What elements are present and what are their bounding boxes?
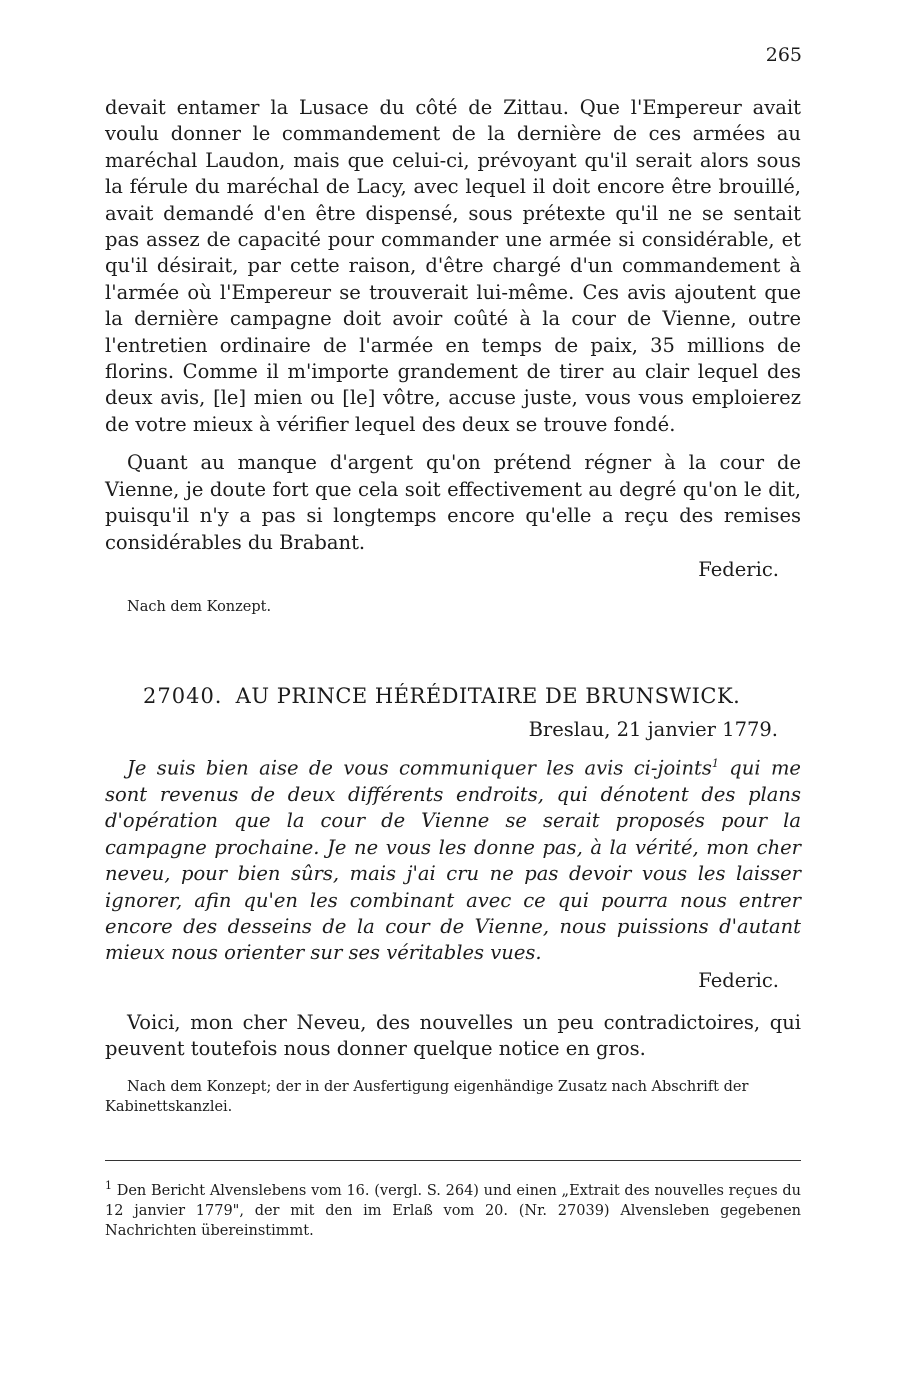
continuation-text: [105, 95, 801, 617]
paragraph: devait entamer la Lusace du côté de Zittau. Que l'Empereur avait voulu donner le commandement de la dernière de ces armées au maréchal Laudon, mais que celui-ci, prévoyant qu'il serait alors sous la férule du maréchal de Lacy, avec lequel il doit encore être brouillé, avait demandé d'en être dispensé, sous prétexte qu'il ne se sentait pas assez de capacité pour commander une armée si considérable, et qu'il désirait, par cette raison, d'être chargé d'un commandement à l'armée où l'Empereur se trouverait lui-même. Ces avis ajoutent que la dernière campagne doit avoir coûté à la cour de Vienne, outre l'entretien ordinaire de l'armée en temps de paix, 35 millions de florins. Comme il m'importe grandement de tirer au clair lequel des deux avis, [le] mien ou [le] vôtre, accuse juste, vous vous emploierez de votre mieux à vérifier lequel des deux se trouve fondé.: [105, 96, 801, 436]
footnote-marker: 1: [105, 1179, 112, 1192]
paragraph: [105, 751, 801, 967]
footnote-divider: [105, 1160, 801, 1161]
footnote-text: Den Bericht Alvenslebens vom 16. (vergl. S. 264) und einen „Extrait des nouvelles reçues du 12 janvier 1779", der mit den im Erlaß vom 20. (Nr. 27039) Alvensleben gegebenen Nachrichten übereinstimmt.: [105, 1182, 801, 1239]
source-note: Nach dem Konzept; der in der Ausfertigung eigenhändige Zusatz nach Abschrift der Kabinettskanzlei.: [105, 1078, 749, 1115]
letter-heading: [143, 684, 740, 708]
letter-body: [105, 751, 801, 1117]
footnote-reference: 1: [711, 757, 719, 770]
signature: Federic.: [698, 968, 779, 992]
signature: Federic.: [698, 557, 779, 581]
letter-number: 27040.: [143, 684, 223, 708]
footnote: [105, 1176, 801, 1241]
postscript: Voici, mon cher Neveu, des nouvelles un peu contradictoires, qui peuvent toutefois nous donner quelque notice en gros.: [105, 1010, 801, 1061]
page-number: 265: [765, 44, 802, 66]
footnotes: [105, 1176, 801, 1241]
paragraph: Quant au manque d'argent qu'on prétend régner à la cour de Vienne, je doute fort que cela soit effectivement au degré qu'on le dit, puisqu'il n'y a pas si longtemps encore qu'elle a reçu des remises considérables du Brabant.: [105, 451, 801, 554]
letter-dateline: Breslau, 21 janvier 1779.: [528, 718, 778, 741]
source-note: Nach dem Konzept.: [127, 598, 272, 615]
body-text: qui me sont revenus de deux différents endroits, qui dénotent des plans d'opération que la cour de Vienne se serait proposés pour la campagne prochaine. Je ne vous les donne pas, à la vérité, mon cher neveu, pour bien sûrs, mais j'ai cru ne pas devoir vous les laisser ignorer, afin qu'en les combinant avec ce qui pourra nous entrer encore des desseins de la cour de Vienne, nous puissions d'autant mieux nous orienter sur ses véritables vues.: [105, 756, 801, 965]
body-text: Je suis bien aise de vous communiquer les avis ci-joints: [127, 756, 712, 780]
letter-title: AU PRINCE HÉRÉDITAIRE DE BRUNSWICK.: [235, 684, 741, 708]
